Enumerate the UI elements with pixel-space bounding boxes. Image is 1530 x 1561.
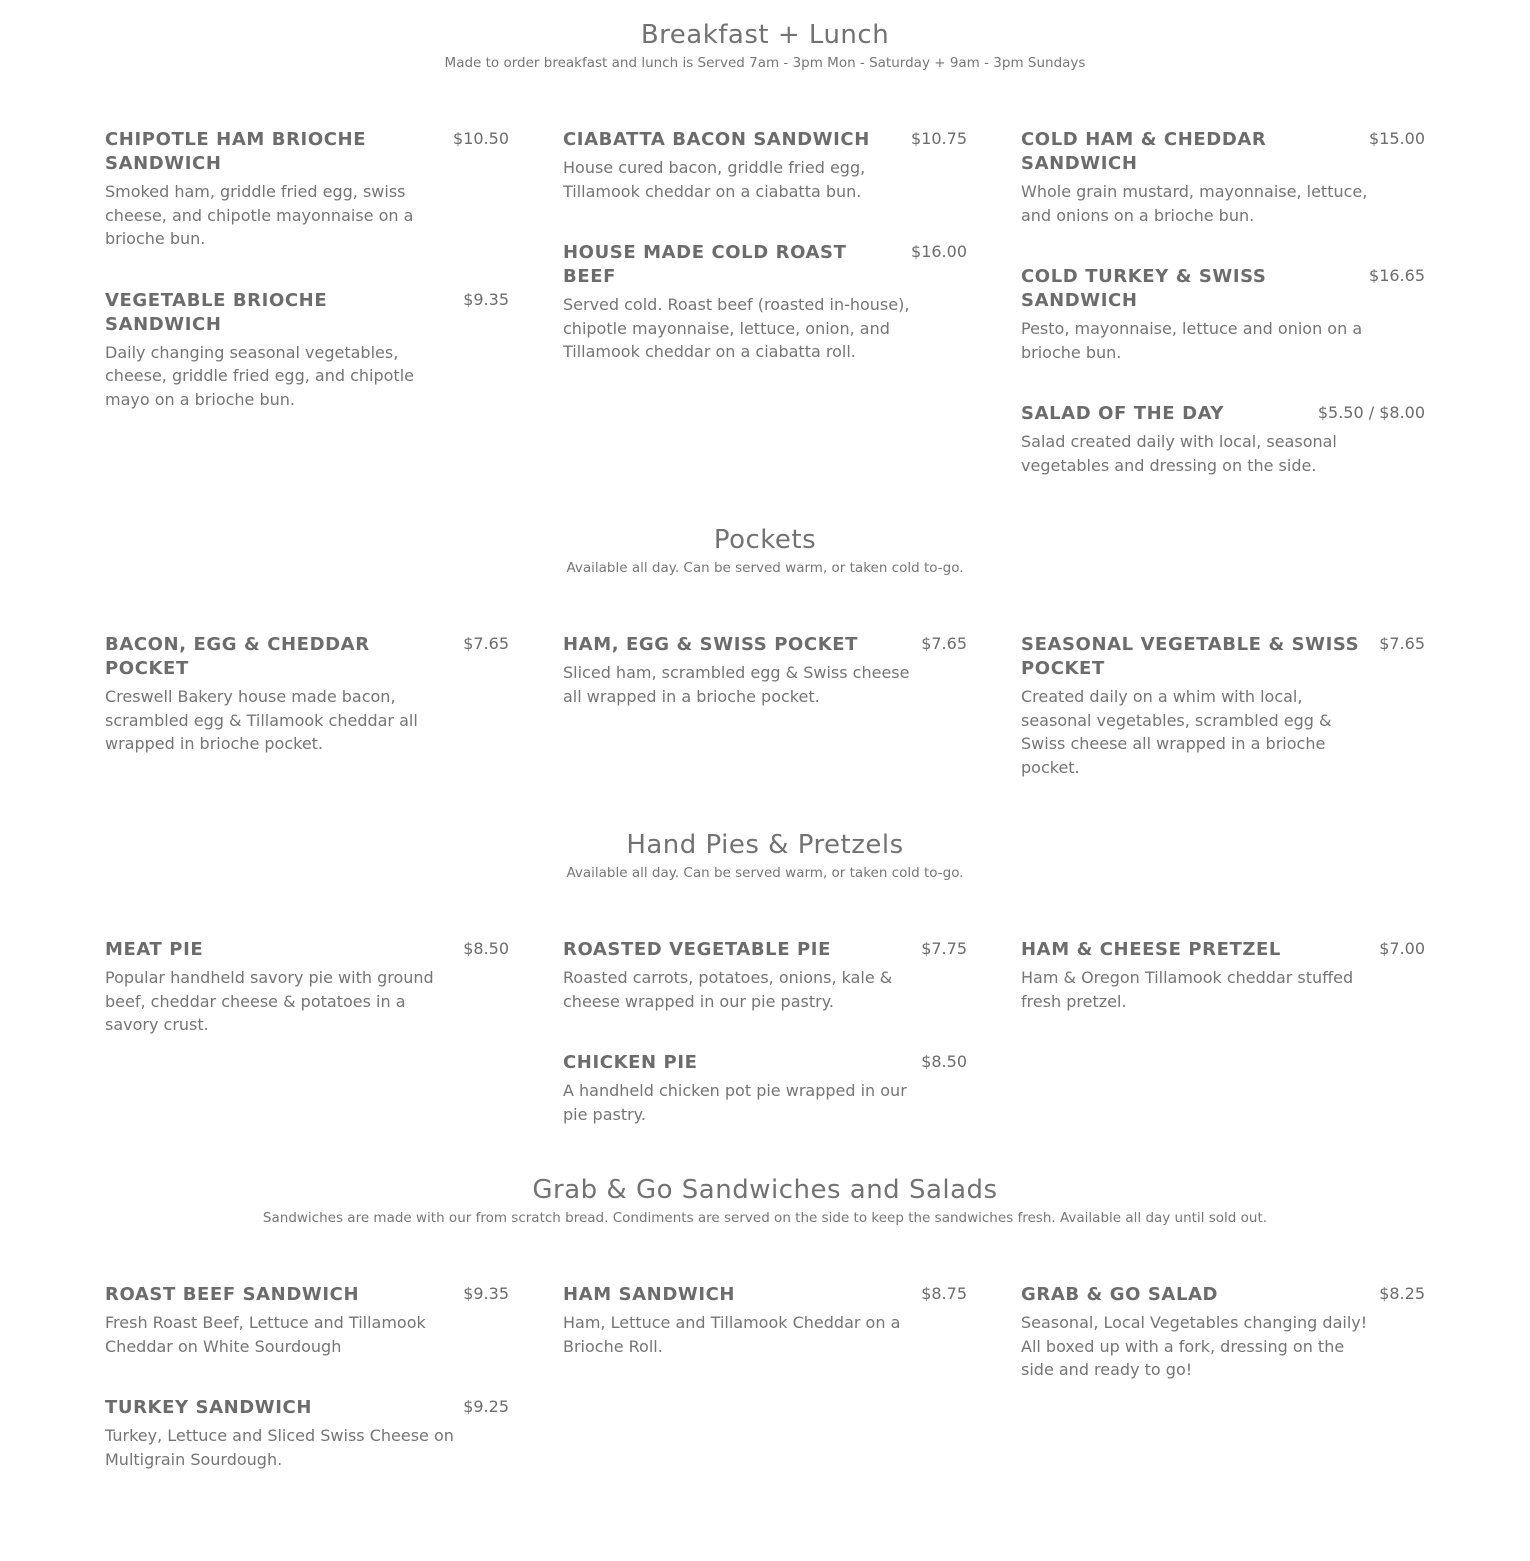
item-name: MEAT PIE xyxy=(105,939,204,960)
item-description: Daily changing seasonal vegetables, cheese, griddle fried egg, and chipotle mayo on a brioche bun. xyxy=(105,342,414,409)
section-breakfast-lunch xyxy=(105,20,1425,475)
section-title: Pockets xyxy=(713,525,817,555)
item-description: Seasonal, Local Vegetables changing daily! All boxed up with a fork, dressing on the side and ready to go! xyxy=(1021,1313,1368,1379)
item-price: $5.50 / $8.00 xyxy=(1317,403,1425,422)
menu-column xyxy=(105,1283,509,1509)
menu-item xyxy=(563,633,967,708)
item-name: CHIPOTLE HAM BRIOCHE SANDWICH xyxy=(105,129,367,174)
section-subtitle: Available all day. Can be served warm, or taken cold to-go. xyxy=(566,560,964,576)
menu-columns xyxy=(105,633,1425,817)
menu-column xyxy=(563,1283,967,1509)
item-name: CHICKEN PIE xyxy=(563,1052,698,1073)
item-price: $10.50 xyxy=(453,129,509,148)
section-header xyxy=(105,525,1425,577)
item-name: HAM & CHEESE PRETZEL xyxy=(1021,939,1281,960)
item-name: HOUSE MADE COLD ROAST BEEF xyxy=(563,242,847,287)
item-price: $16.00 xyxy=(911,242,967,261)
item-name: SALAD OF THE DAY xyxy=(1021,403,1225,424)
menu-columns xyxy=(105,938,1425,1164)
section-title: Hand Pies & Pretzels xyxy=(626,830,904,860)
menu-item xyxy=(1021,402,1425,477)
item-price: $9.35 xyxy=(463,1284,509,1303)
item-price: $7.65 xyxy=(1379,634,1425,653)
item-price: $15.00 xyxy=(1369,129,1425,148)
menu-item xyxy=(105,1283,509,1358)
item-price: $10.75 xyxy=(911,129,967,148)
menu-column xyxy=(105,938,509,1164)
section-subtitle: Sandwiches are made with our from scratch bread. Condiments are served on the side to keep the sandwiches fresh. Available all day until sold out. xyxy=(262,1210,1268,1226)
menu-item xyxy=(105,938,509,1037)
item-description: Created daily on a whim with local, seasonal vegetables, scrambled egg & Swiss cheese all wrapped in a brioche pocket. xyxy=(1021,687,1332,777)
item-description: Sliced ham, scrambled egg & Swiss cheese all wrapped in a brioche pocket. xyxy=(563,663,910,706)
item-price: $9.35 xyxy=(463,289,509,309)
menu-column xyxy=(1021,1283,1425,1509)
section-title: Grab & Go Sandwiches and Salads xyxy=(532,1175,998,1205)
menu-columns xyxy=(105,128,1425,515)
item-name: HAM SANDWICH xyxy=(563,1284,736,1305)
item-description: House cured bacon, griddle fried egg, Tillamook cheddar on a ciabatta bun. xyxy=(563,158,866,201)
item-name: COLD HAM & CHEDDAR SANDWICH xyxy=(1021,129,1267,174)
item-price: $7.65 xyxy=(463,634,509,653)
item-description: Pesto, mayonnaise, lettuce and onion on a brioche bun. xyxy=(1021,319,1363,362)
item-price: $7.00 xyxy=(1379,939,1425,958)
menu-item xyxy=(563,1283,967,1358)
menu-columns xyxy=(105,1283,1425,1509)
item-price: $9.25 xyxy=(463,1397,509,1416)
item-name: SEASONAL VEGETABLE & SWISS POCKET xyxy=(1021,634,1360,679)
menu-item xyxy=(105,128,509,251)
menu-item xyxy=(563,938,967,1013)
item-description: Turkey, Lettuce and Sliced Swiss Cheese on Multigrain Sourdough. xyxy=(105,1426,454,1469)
item-price: $8.50 xyxy=(921,1052,967,1071)
item-description: Ham, Lettuce and Tillamook Cheddar on a Brioche Roll. xyxy=(563,1313,901,1356)
item-name: COLD TURKEY & SWISS SANDWICH xyxy=(1021,266,1267,311)
item-description: Smoked ham, griddle fried egg, swiss cheese, and chipotle mayonnaise on a brioche bun. xyxy=(105,182,414,248)
menu-column xyxy=(105,633,509,817)
menu-column xyxy=(1021,633,1425,817)
item-price: $8.25 xyxy=(1379,1284,1425,1303)
item-description: Fresh Roast Beef, Lettuce and Tillamook Cheddar on White Sourdough xyxy=(105,1313,426,1356)
menu-item xyxy=(563,128,967,203)
item-name: GRAB & GO SALAD xyxy=(1021,1284,1219,1305)
section-title: Breakfast + Lunch xyxy=(640,20,890,50)
item-price: $8.75 xyxy=(921,1284,967,1303)
item-description: Ham & Oregon Tillamook cheddar stuffed fresh pretzel. xyxy=(1021,968,1354,1011)
menu-item xyxy=(563,1051,967,1126)
section-header xyxy=(105,1175,1425,1227)
menu-column xyxy=(563,633,967,817)
menu-item xyxy=(1021,1283,1425,1382)
menu-item xyxy=(1021,128,1425,227)
item-description: Served cold. Roast beef (roasted in-house), chipotle mayonnaise, lettuce, onion, and Tillamook cheddar on a ciabatta roll. xyxy=(563,295,910,361)
menu-item xyxy=(563,241,967,364)
item-price: $7.65 xyxy=(921,634,967,653)
menu-column xyxy=(1021,128,1425,515)
menu-column xyxy=(1021,938,1425,1164)
item-description: Roasted carrots, potatoes, onions, kale & cheese wrapped in our pie pastry. xyxy=(563,968,893,1011)
menu-column xyxy=(563,938,967,1164)
item-name: TURKEY SANDWICH xyxy=(105,1397,313,1418)
item-description: A handheld chicken pot pie wrapped in our pie pastry. xyxy=(563,1081,907,1124)
menu-column xyxy=(563,128,967,515)
item-name: HAM, EGG & SWISS POCKET xyxy=(563,634,859,655)
menu-item xyxy=(105,289,509,412)
item-price: $8.50 xyxy=(463,939,509,958)
menu-item xyxy=(1021,938,1425,1013)
item-name: ROASTED VEGETABLE PIE xyxy=(563,939,832,960)
menu-item xyxy=(105,633,509,756)
item-description: Creswell Bakery house made bacon, scrambled egg & Tillamook cheddar all wrapped in brioche pocket. xyxy=(105,687,418,753)
section-subtitle: Made to order breakfast and lunch is Served 7am - 3pm Mon - Saturday + 9am - 3pm Sundays xyxy=(444,55,1086,71)
item-description: Popular handheld savory pie with ground beef, cheddar cheese & potatoes in a savory crust. xyxy=(105,968,434,1034)
section-header xyxy=(105,830,1425,882)
section-pockets xyxy=(105,525,1425,777)
item-name: ROAST BEEF SANDWICH xyxy=(105,1284,360,1305)
item-description: Whole grain mustard, mayonnaise, lettuce, and onions on a brioche bun. xyxy=(1021,182,1368,225)
section-subtitle: Available all day. Can be served warm, or taken cold to-go. xyxy=(566,865,964,881)
menu-column xyxy=(105,128,509,515)
section-grab-and-go xyxy=(105,1175,1425,1469)
section-header xyxy=(105,20,1425,72)
item-name: BACON, EGG & CHEDDAR POCKET xyxy=(105,634,370,679)
menu-item xyxy=(1021,265,1425,364)
item-name: VEGETABLE BRIOCHE SANDWICH xyxy=(105,289,328,335)
menu-item xyxy=(1021,633,1425,779)
section-hand-pies-pretzels xyxy=(105,830,1425,1124)
item-name: CIABATTA BACON SANDWICH xyxy=(563,129,870,150)
item-price: $16.65 xyxy=(1369,266,1425,285)
item-price: $7.75 xyxy=(921,939,967,958)
item-description: Salad created daily with local, seasonal vegetables and dressing on the side. xyxy=(1021,432,1337,475)
menu-item xyxy=(105,1396,509,1471)
